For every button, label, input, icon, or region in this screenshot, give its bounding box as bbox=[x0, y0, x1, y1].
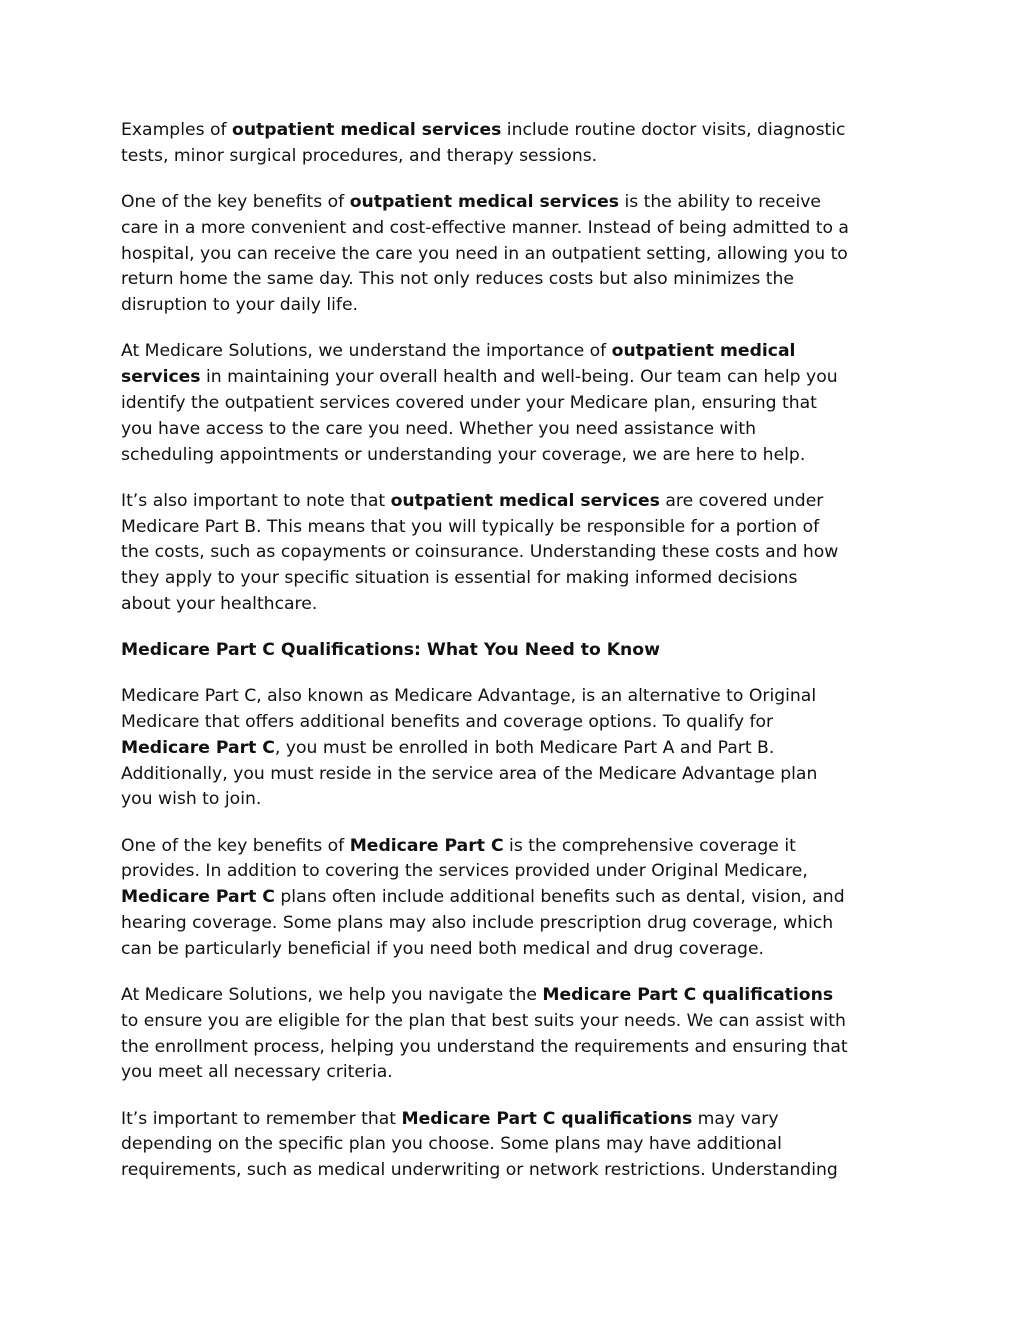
text-run: identify the outpatient services covered under your Medicare plan, ensuring that bbox=[121, 392, 817, 413]
text-line bbox=[121, 684, 911, 710]
text-run: disruption to your daily life. bbox=[121, 295, 358, 316]
text-run: requirements, such as medical underwriting or network restrictions. Understanding bbox=[121, 1160, 838, 1181]
text-run: Medicare Part B. This means that you will typically be responsible for a portion of bbox=[121, 516, 820, 537]
text-run: may vary bbox=[692, 1108, 779, 1129]
bold-text: Medicare Part C qualifications bbox=[542, 985, 834, 1006]
text-line bbox=[121, 144, 911, 170]
text-line bbox=[121, 1132, 911, 1158]
text-run: , you must be enrolled in both Medicare Part A and Part B. bbox=[274, 737, 775, 758]
text-line bbox=[121, 566, 911, 592]
paragraph bbox=[121, 834, 911, 963]
text-line bbox=[121, 365, 911, 391]
text-line bbox=[121, 1060, 911, 1086]
bold-text: services bbox=[121, 367, 201, 388]
text-run: Additionally, you must reside in the service area of the Medicare Advantage plan bbox=[121, 763, 818, 784]
text-run: you wish to join. bbox=[121, 789, 262, 810]
text-run: is the comprehensive coverage it bbox=[503, 835, 796, 856]
bold-text: Medicare Part C bbox=[121, 737, 275, 758]
text-line bbox=[121, 339, 911, 365]
text-run: provides. In addition to covering the services provided under Original Medicare, bbox=[121, 861, 808, 882]
text-line bbox=[121, 293, 911, 319]
paragraph bbox=[121, 118, 911, 170]
text-line bbox=[121, 489, 911, 515]
text-run: scheduling appointments or understanding your coverage, we are here to help. bbox=[121, 444, 806, 465]
text-run: depending on the specific plan you choose. Some plans may have additional bbox=[121, 1134, 782, 1155]
text-run: can be particularly beneficial if you need both medical and drug coverage. bbox=[121, 938, 765, 959]
text-run: in maintaining your overall health and well-being. Our team can help you bbox=[200, 367, 838, 388]
text-line bbox=[121, 216, 911, 242]
bold-text: outpatient medical services bbox=[349, 191, 620, 212]
text-run: are covered under bbox=[659, 490, 824, 511]
bold-text: Medicare Part C bbox=[121, 887, 275, 908]
text-run: the enrollment process, helping you understand the requirements and ensuring that bbox=[121, 1036, 848, 1057]
text-run: It’s also important to note that bbox=[121, 490, 391, 511]
text-run: return home the same day. This not only reduces costs but also minimizes the bbox=[121, 269, 795, 290]
paragraph bbox=[121, 339, 911, 468]
text-line bbox=[121, 118, 911, 144]
bold-text: outpatient medical bbox=[611, 341, 796, 362]
text-line bbox=[121, 443, 911, 469]
text-run: One of the key benefits of bbox=[121, 835, 350, 856]
text-line bbox=[121, 638, 911, 664]
text-line bbox=[121, 515, 911, 541]
text-run: the costs, such as copayments or coinsurance. Understanding these costs and how bbox=[121, 542, 839, 563]
text-line bbox=[121, 937, 911, 963]
text-run: include routine doctor visits, diagnostic bbox=[501, 120, 846, 140]
paragraph bbox=[121, 983, 911, 1086]
text-run: tests, minor surgical procedures, and therapy sessions. bbox=[121, 145, 598, 166]
text-run: One of the key benefits of bbox=[121, 191, 350, 212]
bold-text: outpatient medical services bbox=[390, 490, 660, 511]
text-run: At Medicare Solutions, we understand the importance of bbox=[121, 341, 612, 362]
text-run: Examples of bbox=[121, 120, 233, 140]
text-line bbox=[121, 710, 911, 736]
text-line bbox=[121, 762, 911, 788]
text-line bbox=[121, 1107, 911, 1133]
text-line bbox=[121, 592, 911, 618]
text-run: plans often include additional benefits such as dental, vision, and bbox=[274, 887, 845, 908]
text-run: It’s important to remember that bbox=[121, 1108, 402, 1129]
text-line bbox=[121, 834, 911, 860]
text-run: At Medicare Solutions, we help you navigate the bbox=[121, 985, 543, 1006]
text-line bbox=[121, 1035, 911, 1061]
text-line bbox=[121, 983, 911, 1009]
text-line bbox=[121, 911, 911, 937]
text-line bbox=[121, 267, 911, 293]
text-run: you meet all necessary criteria. bbox=[121, 1062, 393, 1083]
bold-text: outpatient medical services bbox=[232, 120, 502, 140]
bold-text: Medicare Part C Qualifications: What You Need to Know bbox=[121, 640, 660, 661]
paragraph bbox=[121, 489, 911, 618]
bold-text: Medicare Part C qualifications bbox=[401, 1108, 693, 1129]
text-line bbox=[121, 540, 911, 566]
paragraph bbox=[121, 684, 911, 813]
text-line bbox=[121, 859, 911, 885]
text-line bbox=[121, 391, 911, 417]
text-run: Medicare Part C, also known as Medicare Advantage, is an alternative to Original bbox=[121, 686, 817, 707]
text-run: hospital, you can receive the care you need in an outpatient setting, allowing you to bbox=[121, 243, 848, 264]
text-run: hearing coverage. Some plans may also include prescription drug coverage, which bbox=[121, 913, 834, 934]
text-run: care in a more convenient and cost-effective manner. Instead of being admitted to a bbox=[121, 217, 849, 238]
paragraph bbox=[121, 1107, 911, 1184]
text-run: they apply to your specific situation is essential for making informed decisions bbox=[121, 568, 798, 589]
document-page bbox=[121, 118, 911, 1204]
bold-text: Medicare Part C bbox=[349, 835, 504, 856]
text-line bbox=[121, 242, 911, 268]
text-line bbox=[121, 1158, 911, 1184]
text-line bbox=[121, 1009, 911, 1035]
text-run: to ensure you are eligible for the plan that best suits your needs. We can assist with bbox=[121, 1010, 846, 1031]
text-run: about your healthcare. bbox=[121, 593, 318, 614]
text-line bbox=[121, 787, 911, 813]
section-heading bbox=[121, 638, 911, 664]
text-run: you have access to the care you need. Whether you need assistance with bbox=[121, 418, 757, 439]
text-run: is the ability to receive bbox=[619, 191, 822, 212]
paragraph bbox=[121, 190, 911, 319]
text-line bbox=[121, 885, 911, 911]
text-line bbox=[121, 190, 911, 216]
text-run: Medicare that offers additional benefits and coverage options. To qualify for bbox=[121, 712, 774, 733]
text-line bbox=[121, 736, 911, 762]
text-line bbox=[121, 417, 911, 443]
